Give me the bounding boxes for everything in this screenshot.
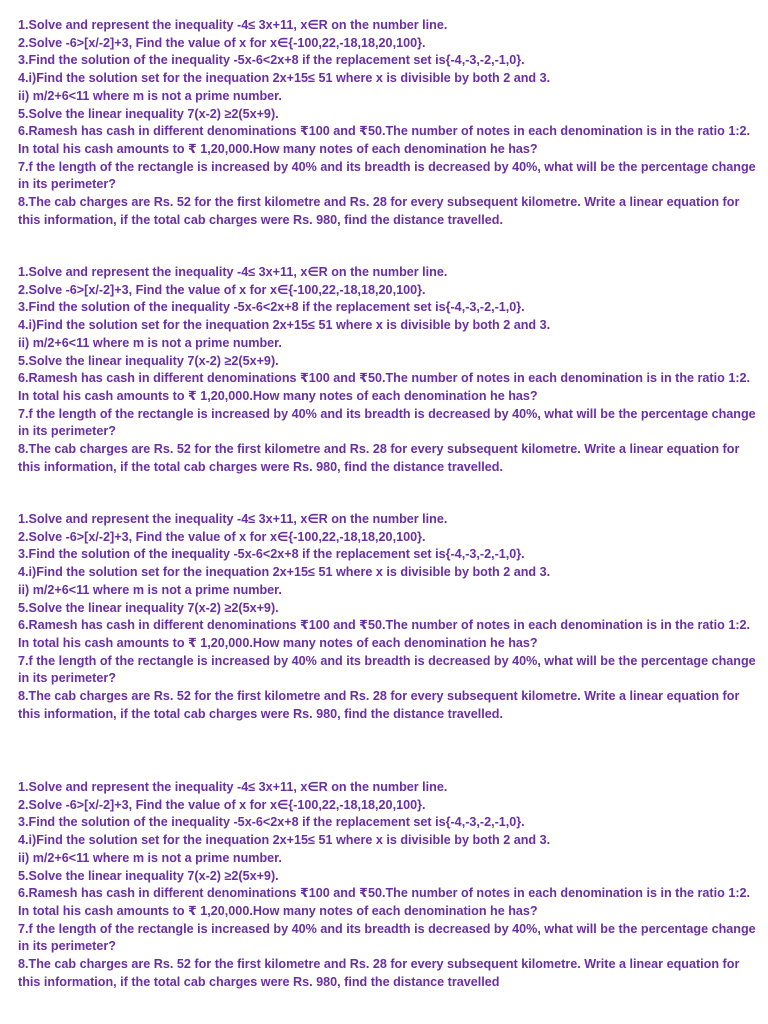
question-1: 1.Solve and represent the inequality -4≤ 3x+11, x∈R on the number line. bbox=[18, 18, 448, 32]
question-7: 7.f the length of the rectangle is increased by 40% and its breadth is decreased by 40%, what will be the percentage change in its perimeter? bbox=[18, 653, 756, 686]
question-4i: 4.i)Find the solution set for the inequation 2x+15≤ 51 where x is divisible by both 2 and 3. bbox=[18, 833, 551, 848]
question-7: 7.f the length of the rectangle is increased by 40% and its breadth is decreased by 40%, what will be the percentage change in its perimeter? bbox=[18, 406, 756, 439]
question-2: 2.Solve -6>[x/-2]+3, Find the value of x for x∈{-100,22,-18,18,20,100}. bbox=[18, 282, 426, 297]
question-3: 3.Find the solution of the inequality -5x-6<2x+8 if the replacement set is{-4,-3,-2,-1,0}. bbox=[18, 815, 525, 830]
question-set-3 bbox=[18, 511, 758, 723]
question-4i: 4.i)Find the solution set for the inequation 2x+15≤ 51 where x is divisible by both 2 and 3. bbox=[18, 565, 551, 580]
question-4i: 4.i)Find the solution set for the inequation 2x+15≤ 51 where x is divisible by both 2 and 3. bbox=[18, 318, 551, 333]
question-8: 8.The cab charges are Rs. 52 for the first kilometre and Rs. 28 for every subsequent kilometre. Write a linear equation for this information, if the total cab charges were Rs. 980, find the distance travelled. bbox=[18, 195, 740, 227]
question-3: 3.Find the solution of the inequality -5x-6<2x+8 if the replacement set is{-4,-3,-2,-1,0}. bbox=[18, 53, 525, 68]
question-5: 5.Solve the linear inequality 7(x-2) ≥2(5x+9). bbox=[18, 600, 279, 615]
question-8: 8.The cab charges are Rs. 52 for the first kilometre and Rs. 28 for every subsequent kilometre. Write a linear equation for this information, if the total cab charges were Rs. 980, find the distance travelled. bbox=[18, 442, 740, 474]
question-2: 2.Solve -6>[x/-2]+3, Find the value of x for x∈{-100,22,-18,18,20,100}. bbox=[18, 529, 426, 544]
question-2: 2.Solve -6>[x/-2]+3, Find the value of x for x∈{-100,22,-18,18,20,100}. bbox=[18, 797, 426, 812]
question-1: 1.Solve and represent the inequality -4≤ 3x+11, x∈R on the number line. bbox=[18, 265, 448, 279]
question-8: 8.The cab charges are Rs. 52 for the first kilometre and Rs. 28 for every subsequent kilometre. Write a linear equation for this information, if the total cab charges were Rs. 980, find the distance travelled. bbox=[18, 689, 740, 721]
question-3: 3.Find the solution of the inequality -5x-6<2x+8 if the replacement set is{-4,-3,-2,-1,0}. bbox=[18, 547, 525, 562]
question-1: 1.Solve and represent the inequality -4≤ 3x+11, x∈R on the number line. bbox=[18, 780, 448, 794]
question-7: 7.f the length of the rectangle is increased by 40% and its breadth is decreased by 40%, what will be the percentage change in its perimeter? bbox=[18, 159, 756, 192]
question-4ii: ii) m/2+6<11 where m is not a prime number. bbox=[18, 582, 282, 597]
question-set-1 bbox=[18, 17, 758, 229]
question-3: 3.Find the solution of the inequality -5x-6<2x+8 if the replacement set is{-4,-3,-2,-1,0}. bbox=[18, 300, 525, 315]
question-set-4 bbox=[18, 779, 758, 991]
question-8: 8.The cab charges are Rs. 52 for the first kilometre and Rs. 28 for every subsequent kilometre. Write a linear equation for this information, if the total cab charges were Rs. 980, find the distance travelled bbox=[18, 957, 740, 989]
question-4ii: ii) m/2+6<11 where m is not a prime number. bbox=[18, 335, 282, 350]
question-6: 6.Ramesh has cash in different denominations ₹100 and ₹50.The number of notes in each denomination is in the ratio 1:2. In total his cash amounts to ₹ 1,20,000.How many notes of each denomination he has? bbox=[18, 371, 751, 403]
question-2: 2.Solve -6>[x/-2]+3, Find the value of x for x∈{-100,22,-18,18,20,100}. bbox=[18, 35, 426, 50]
question-4i: 4.i)Find the solution set for the inequation 2x+15≤ 51 where x is divisible by both 2 and 3. bbox=[18, 71, 551, 86]
question-7: 7.f the length of the rectangle is increased by 40% and its breadth is decreased by 40%, what will be the percentage change in its perimeter? bbox=[18, 921, 756, 954]
question-6: 6.Ramesh has cash in different denominations ₹100 and ₹50.The number of notes in each denomination is in the ratio 1:2. In total his cash amounts to ₹ 1,20,000.How many notes of each denomination he has? bbox=[18, 886, 751, 918]
question-4ii: ii) m/2+6<11 where m is not a prime number. bbox=[18, 850, 282, 865]
question-5: 5.Solve the linear inequality 7(x-2) ≥2(5x+9). bbox=[18, 106, 279, 121]
question-1: 1.Solve and represent the inequality -4≤ 3x+11, x∈R on the number line. bbox=[18, 512, 448, 526]
question-4ii: ii) m/2+6<11 where m is not a prime number. bbox=[18, 88, 282, 103]
question-6: 6.Ramesh has cash in different denominations ₹100 and ₹50.The number of notes in each denomination is in the ratio 1:2. In total his cash amounts to ₹ 1,20,000.How many notes of each denomination he has? bbox=[18, 124, 751, 156]
question-set-2 bbox=[18, 264, 758, 476]
question-6: 6.Ramesh has cash in different denominations ₹100 and ₹50.The number of notes in each denomination is in the ratio 1:2. In total his cash amounts to ₹ 1,20,000.How many notes of each denomination he has? bbox=[18, 618, 751, 650]
question-5: 5.Solve the linear inequality 7(x-2) ≥2(5x+9). bbox=[18, 353, 279, 368]
question-5: 5.Solve the linear inequality 7(x-2) ≥2(5x+9). bbox=[18, 868, 279, 883]
